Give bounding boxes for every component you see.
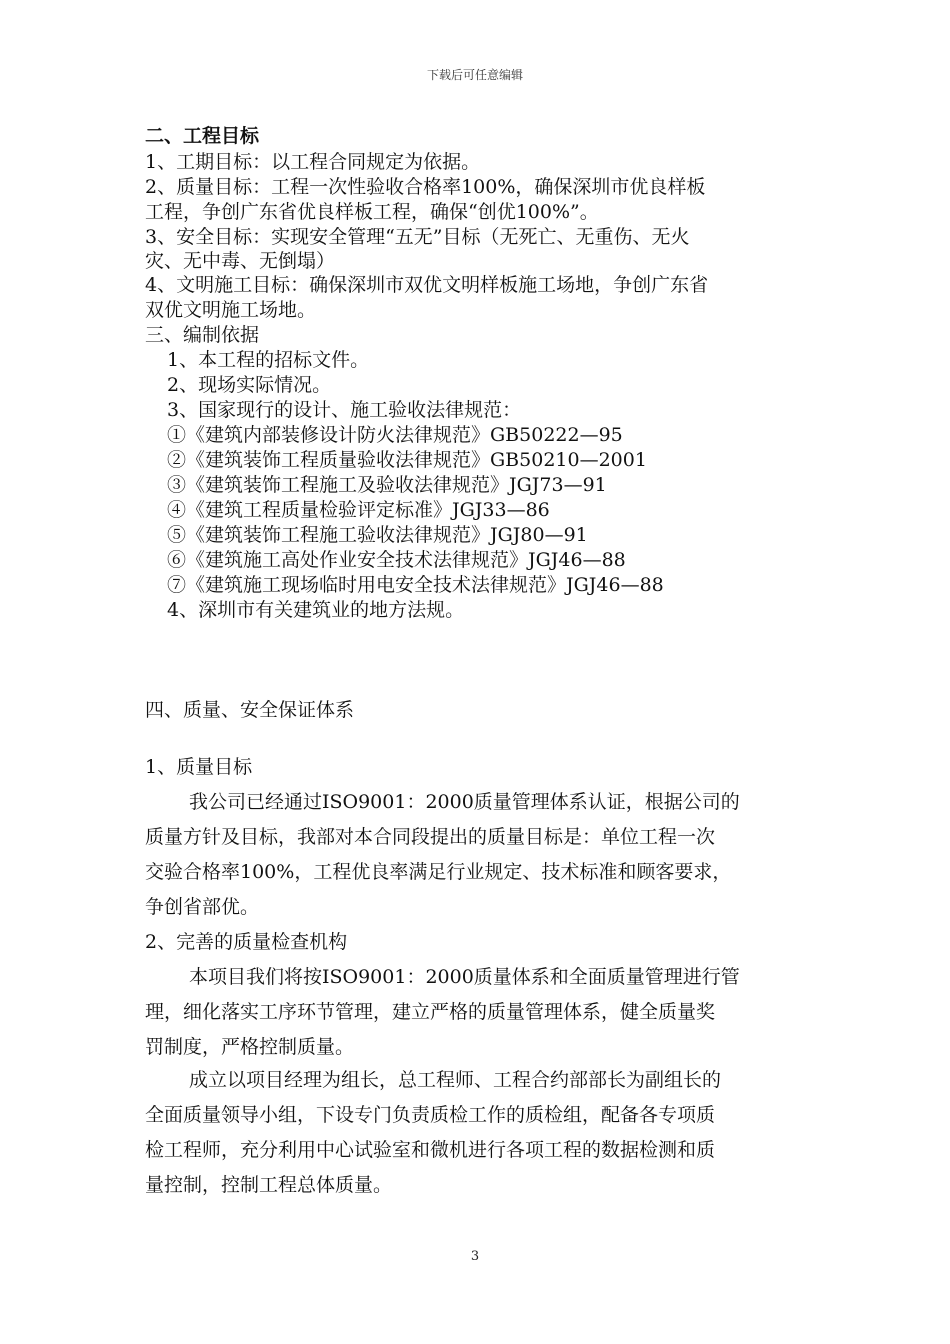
paragraph-line: 交验合格率100%，工程优良率满足行业规定、技术标准和顾客要求， <box>145 861 732 883</box>
standard-item: ⑥《建筑施工高处作业安全技术法律规范》JGJ46—88 <box>167 549 626 571</box>
goal-line: 双优文明施工场地。 <box>145 299 317 321</box>
standard-item: ②《建筑装饰工程质量验收法律规范》GB50210—2001 <box>167 449 647 471</box>
section-heading-goals: 二、工程目标 <box>145 125 260 147</box>
subsection-title-inspection: 2、完善的质量检查机构 <box>145 931 348 953</box>
goal-line: 3、安全目标：实现安全管理“五无”目标（无死亡、无重伤、无火 <box>145 226 690 248</box>
paragraph-line: 本项目我们将按ISO9001：2000质量体系和全面质量管理进行管 <box>189 966 740 988</box>
subsection-title-quality-goal: 1、质量目标 <box>145 756 253 778</box>
basis-item: 2、现场实际情况。 <box>167 374 332 396</box>
standard-item: ⑦《建筑施工现场临时用电安全技术法律规范》JGJ46—88 <box>167 574 664 596</box>
page-header-note: 下载后可任意编辑 <box>426 68 523 82</box>
standard-item: ⑤《建筑装饰工程施工验收法律规范》JGJ80—91 <box>167 524 588 546</box>
standard-item: ①《建筑内部装修设计防火法律规范》GB50222—95 <box>167 424 623 446</box>
section-heading-basis: 三、编制依据 <box>145 324 260 346</box>
paragraph-line: 罚制度，严格控制质量。 <box>145 1036 355 1058</box>
section-heading-quality-safety: 四、质量、安全保证体系 <box>145 699 355 721</box>
goal-line: 灾、无中毒、无倒塌） <box>145 250 336 272</box>
paragraph-line: 理，细化落实工序环节管理，建立严格的质量管理体系，健全质量奖 <box>145 1001 716 1023</box>
goal-line: 4、文明施工目标：确保深圳市双优文明样板施工场地，争创广东省 <box>145 274 709 296</box>
paragraph-line: 我公司已经通过ISO9001：2000质量管理体系认证，根据公司的 <box>189 791 740 813</box>
page-number: 3 <box>470 1249 480 1264</box>
goal-line: 2、质量目标：工程一次性验收合格率100%，确保深圳市优良样板 <box>145 176 706 198</box>
paragraph-line: 量控制，控制工程总体质量。 <box>145 1174 393 1196</box>
basis-item: 4、深圳市有关建筑业的地方法规。 <box>167 599 465 621</box>
paragraph-line: 成立以项目经理为组长，总工程师、工程合约部部长为副组长的 <box>189 1069 722 1091</box>
basis-item: 1、本工程的招标文件。 <box>167 349 370 371</box>
paragraph-line: 全面质量领导小组，下设专门负责质检工作的质检组，配备各专项质 <box>145 1104 716 1126</box>
goal-line: 1、工期目标：以工程合同规定为依据。 <box>145 151 481 173</box>
paragraph-line: 检工程师，充分利用中心试验室和微机进行各项工程的数据检测和质 <box>145 1139 716 1161</box>
standard-item: ③《建筑装饰工程施工及验收法律规范》JGJ73—91 <box>167 474 607 496</box>
standard-item: ④《建筑工程质量检验评定标准》JGJ33—86 <box>167 499 550 521</box>
goal-line: 工程，争创广东省优良样板工程，确保“创优100%”。 <box>145 201 599 223</box>
paragraph-line: 争创省部优。 <box>145 896 260 918</box>
basis-item: 3、国家现行的设计、施工验收法律规范： <box>167 399 522 421</box>
paragraph-line: 质量方针及目标，我部对本合同段提出的质量目标是：单位工程一次 <box>145 826 716 848</box>
